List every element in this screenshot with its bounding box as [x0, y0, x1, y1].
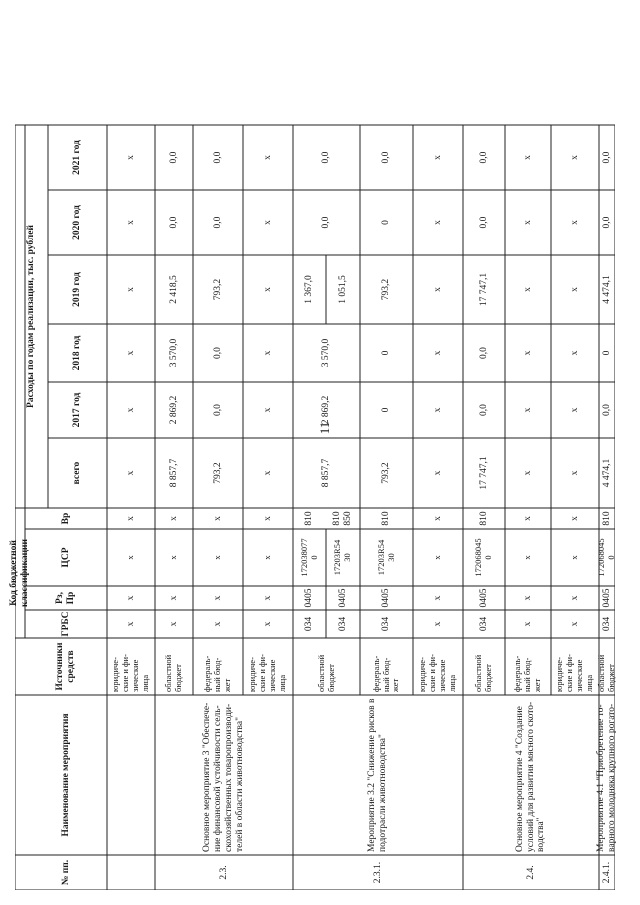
- row-grbs: x: [212, 621, 223, 627]
- row-2018: x: [522, 350, 533, 356]
- row-2019: x: [432, 287, 443, 292]
- row-2020: 0,0: [478, 216, 489, 229]
- row-total: x: [569, 470, 580, 476]
- row-grbs: x: [262, 621, 273, 627]
- row-total: x: [125, 470, 136, 476]
- row-rzpr: 0405: [304, 588, 315, 608]
- row-csr: 17203R54 30: [332, 539, 352, 576]
- row-2019: x: [569, 287, 580, 292]
- row-2019: 17 747,1: [478, 272, 489, 307]
- header-2019: 2019 год: [72, 272, 83, 307]
- row-grbs: x: [522, 621, 533, 627]
- header-vr: Вр: [60, 512, 71, 525]
- row-total: x: [522, 470, 533, 476]
- row-2020: x: [125, 220, 136, 225]
- row-2017: 0,0: [601, 404, 612, 416]
- row-rzpr: x: [569, 595, 580, 601]
- row-2020: 0,0: [601, 216, 612, 229]
- row-2017: x: [125, 407, 136, 413]
- row-2018: 0,0: [478, 347, 489, 359]
- row-2019: 793,2: [381, 278, 392, 301]
- row-csr: x: [262, 555, 273, 560]
- row-source: юридиче- ские и фи- зические лица: [554, 654, 594, 692]
- header-source: Источники средств: [55, 642, 76, 691]
- header-2020: 2020 год: [72, 205, 83, 240]
- row-vr: 810: [601, 511, 612, 526]
- row-2017: 0: [381, 407, 392, 413]
- row-grbs: 034: [478, 616, 489, 632]
- row-csr: x: [212, 555, 223, 560]
- row-rzpr: 0405: [381, 588, 392, 608]
- row-2017: 0,0: [212, 404, 223, 416]
- header-csr: ЦСР: [60, 547, 71, 568]
- row-grbs: 034: [601, 616, 612, 632]
- row-2020: 0,0: [321, 216, 332, 229]
- row-source: федераль- ный бюд- жет: [512, 655, 542, 692]
- row-grbs: x: [168, 621, 179, 627]
- row-rzpr: x: [168, 595, 179, 601]
- row-total: 8 857,7: [168, 458, 179, 488]
- row-rzpr: 0405: [337, 588, 348, 608]
- row-csr: x: [125, 555, 136, 560]
- row-2019: 4 474,1: [601, 275, 612, 304]
- row-2018: x: [432, 350, 443, 356]
- row-rzpr: x: [125, 595, 136, 601]
- row-vr: 810: [304, 511, 315, 526]
- row-grbs: x: [569, 621, 580, 627]
- row-num: 2.4.1.: [601, 861, 612, 884]
- row-2019: 1 367,0: [304, 275, 315, 304]
- row-2021: 0,0: [478, 151, 489, 164]
- header-2017: 2017 год: [72, 392, 83, 428]
- row-rzpr: 0405: [478, 588, 489, 608]
- row-num: 2.3.: [218, 865, 229, 880]
- row-2021: x: [432, 155, 443, 160]
- row-2021: 0,0: [381, 151, 392, 164]
- row-2019: x: [125, 287, 136, 292]
- row-2019: 2 418,5: [168, 275, 179, 304]
- expense-table: [9, 50, 617, 890]
- row-source: областной бюджет: [473, 654, 493, 692]
- row-source: юридиче- ские и фи- зические лица: [247, 654, 287, 692]
- header-name: Наименование мероприятия: [60, 713, 71, 837]
- row-2020: x: [432, 220, 443, 225]
- header-budget-code: Код бюджетной классификации: [9, 539, 30, 608]
- row-csr: 17203R54 30: [375, 539, 396, 576]
- row-rzpr: x: [522, 595, 533, 601]
- row-source: федераль- ный бюд- жет: [202, 655, 232, 692]
- row-vr: x: [168, 516, 179, 521]
- row-csr: 172068045 0: [596, 538, 616, 577]
- header-rzpr: Рз, Пр: [55, 591, 76, 605]
- row-total: x: [262, 470, 273, 476]
- row-2021: x: [125, 155, 136, 160]
- row-name: Основное мероприятие 4 "Создание условий для развития мясного ското- водства": [514, 701, 547, 852]
- row-num: 2.3.1.: [372, 861, 383, 884]
- row-2018: 0: [381, 350, 392, 356]
- header-2018: 2018 год: [72, 335, 83, 371]
- row-vr: x: [569, 516, 580, 521]
- row-2018: 3 570,0: [168, 338, 179, 368]
- row-vr: 810: [478, 511, 489, 526]
- header-grbs: ГРБС: [60, 611, 71, 637]
- header-num: № пп.: [60, 859, 71, 886]
- row-csr: x: [522, 555, 533, 560]
- row-vr: x: [212, 516, 223, 521]
- row-2017: 2 869,2: [168, 395, 179, 425]
- row-2018: x: [125, 350, 136, 356]
- row-2019: 1 051,5: [337, 275, 348, 304]
- row-source: областной бюджет: [163, 654, 183, 692]
- row-rzpr: x: [432, 595, 443, 601]
- row-grbs: x: [432, 621, 443, 627]
- row-2021: 0,0: [601, 151, 612, 164]
- row-2019: x: [262, 287, 273, 292]
- row-csr: x: [569, 555, 580, 560]
- row-total: 4 474,1: [601, 458, 612, 488]
- row-2020: x: [262, 220, 273, 225]
- row-2018: x: [262, 350, 273, 356]
- row-2017: 2 869,2: [321, 395, 332, 425]
- row-name: Основное мероприятие 3 "Обеспече- ние финансовой устойчивости сель- скохозяйственных товаропроизводи- телей в области животноводства": [202, 702, 245, 852]
- row-rzpr: 0405: [601, 588, 612, 608]
- row-name: Мероприятие 4.1 "Приобретение то- варного молодняка крупного рогато-: [596, 703, 617, 852]
- page-number: 11: [317, 421, 332, 435]
- row-vr: x: [125, 516, 136, 521]
- row-total: 793,2: [381, 462, 392, 484]
- row-2020: 0: [381, 220, 392, 225]
- row-vr: x: [432, 516, 443, 521]
- header-total: всего: [72, 461, 83, 485]
- row-2019: 793,2: [212, 278, 223, 301]
- row-source: федераль- ный бюд- жет: [370, 655, 401, 692]
- row-grbs: 034: [337, 616, 348, 632]
- row-csr: x: [432, 555, 443, 560]
- row-rzpr: x: [212, 595, 223, 601]
- row-2021: 0,0: [321, 151, 332, 164]
- row-vr: 810: [381, 511, 392, 526]
- row-2020: 0,0: [168, 216, 179, 229]
- row-2021: x: [522, 155, 533, 160]
- row-source: юридиче- ские и фи- зические лица: [110, 654, 150, 692]
- row-2019: x: [522, 287, 533, 292]
- row-2020: x: [569, 220, 580, 225]
- row-source: юридиче- ские и фи- зические лица: [417, 654, 457, 692]
- row-csr: x: [168, 555, 179, 560]
- row-2017: x: [262, 407, 273, 413]
- row-total: 793,2: [212, 462, 223, 484]
- row-2020: x: [522, 220, 533, 225]
- row-total: 17 747,1: [478, 456, 489, 490]
- row-vr: 810 850: [332, 511, 353, 526]
- row-grbs: 034: [381, 616, 392, 632]
- row-source: областной бюджет: [315, 654, 336, 692]
- row-2017: x: [569, 407, 580, 413]
- row-grbs: x: [125, 621, 136, 627]
- row-vr: x: [262, 516, 273, 521]
- row-2017: x: [522, 407, 533, 413]
- row-total: x: [432, 470, 443, 476]
- row-2021: x: [569, 155, 580, 160]
- row-total: 8 857,7: [321, 458, 332, 488]
- row-2017: x: [432, 407, 443, 413]
- header-expenses: Расходы по годам реализации, тыс. рублей: [26, 225, 37, 408]
- row-name: Мероприятие 3.2 "Снижение рисков в подотрасли животноводства": [367, 698, 388, 852]
- header-2021: 2021 год: [72, 140, 83, 175]
- row-grbs: 034: [304, 616, 315, 632]
- row-2021: 0,0: [212, 151, 223, 164]
- row-2020: 0,0: [212, 216, 223, 229]
- row-rzpr: x: [262, 595, 273, 601]
- row-2021: 0,0: [168, 151, 179, 164]
- row-vr: x: [522, 516, 533, 521]
- row-csr: 172068045 0: [473, 538, 493, 577]
- row-num: 2.4.: [525, 865, 536, 880]
- row-2018: x: [569, 350, 580, 356]
- row-2017: 0,0: [478, 404, 489, 416]
- row-csr: 172038077 0: [298, 538, 319, 577]
- row-source: областной бюджет: [596, 654, 616, 692]
- row-2018: 0: [601, 350, 612, 356]
- row-2021: x: [262, 155, 273, 160]
- row-2018: 3 570,0: [321, 338, 332, 368]
- row-2018: 0,0: [212, 347, 223, 359]
